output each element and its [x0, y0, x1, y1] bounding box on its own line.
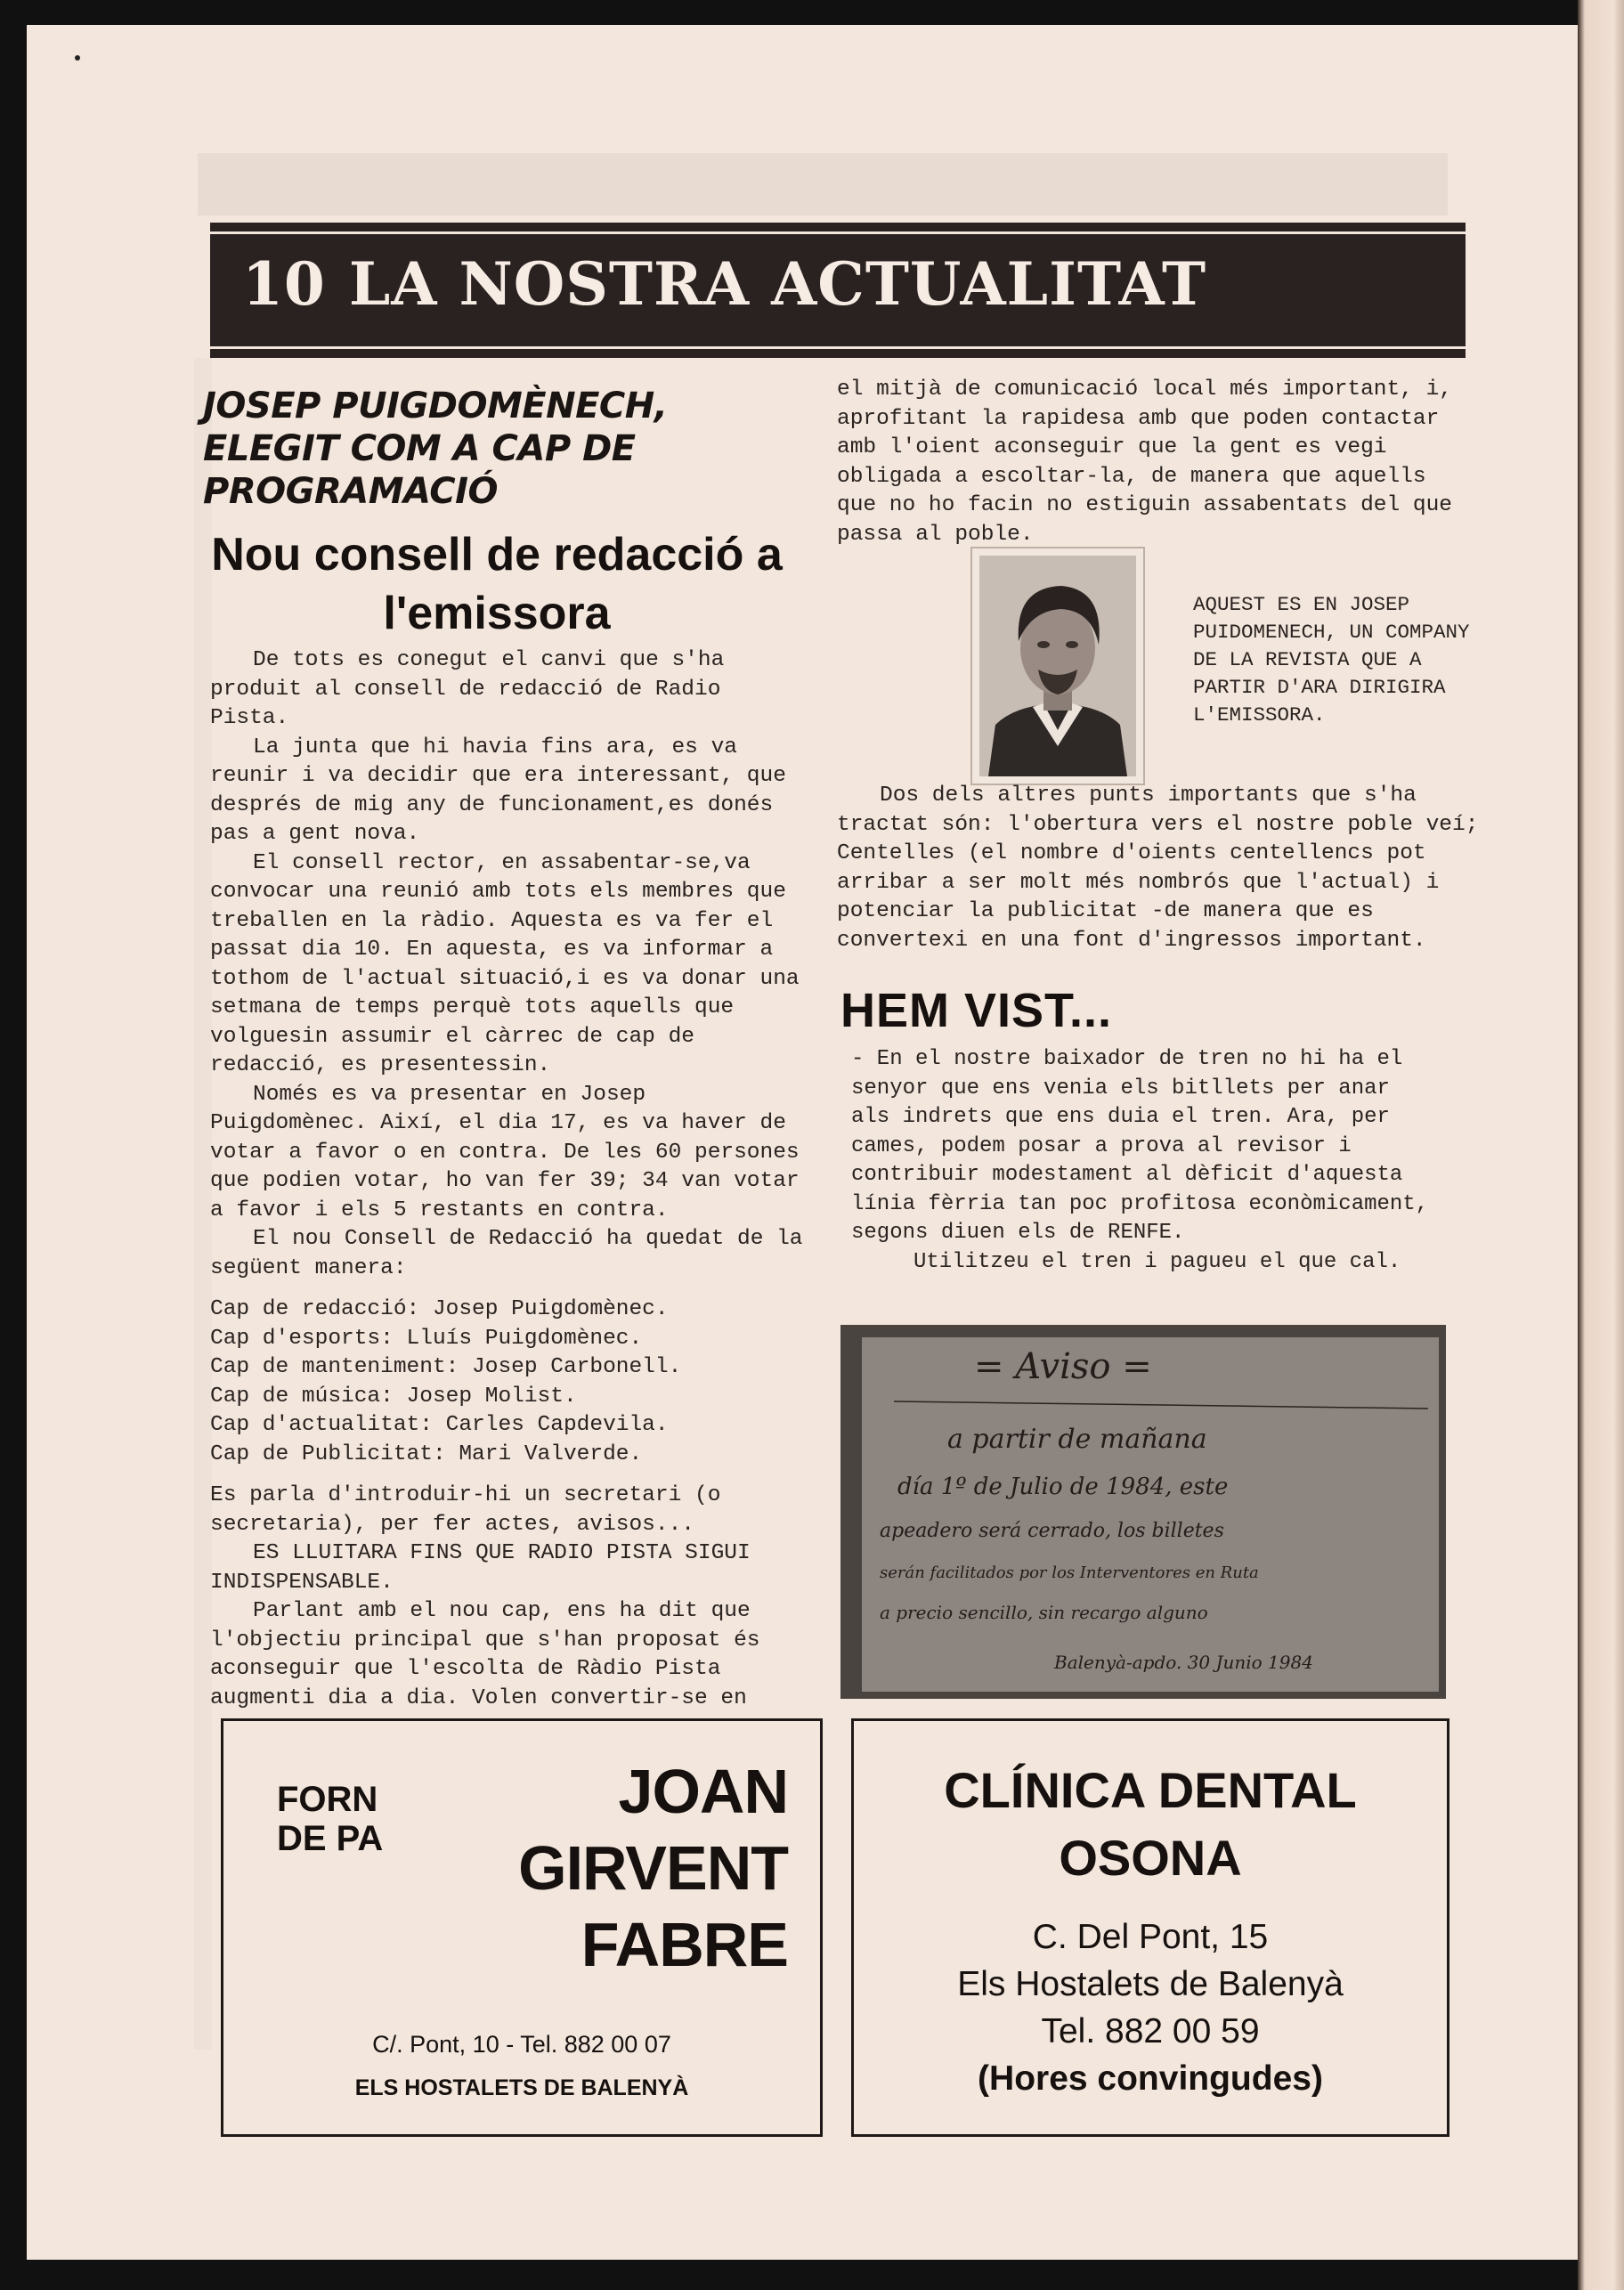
page-edge	[1578, 0, 1624, 2290]
clinic-name-line: CLÍNICA DENTAL	[944, 1762, 1357, 1818]
show-through	[198, 153, 1448, 215]
photo-caption: AQUEST ES EN JOSEP PUIDOMENECH, UN COMPANY DE LA REVISTA QUE A PARTIR D'ARA DIRIGIRA L'EMISSORA.	[1193, 593, 1470, 727]
section-title: LA NOSTRA ACTUALITAT	[348, 249, 1207, 319]
role-line: Cap de Publicitat: Mari Valverde.	[210, 1441, 643, 1466]
bakery-name-line: JOAN	[618, 1757, 788, 1826]
role-line: Cap de manteniment: Josep Carbonell.	[210, 1355, 682, 1379]
role-line: Cap d'esports: Lluís Puigdomènec.	[210, 1326, 643, 1351]
paragraph: Només es va presentar en Josep Puigdomènec. Així, el dia 17, es va haver de votar a favor o en contra. De les 60 persones que podien votar, ho van fer 39; 34 van votar a favor i els 5 restants en contra.	[210, 1082, 800, 1222]
notice-line: día 1º de Julio de 1984, este	[897, 1474, 1229, 1500]
role-line: Cap de música: Josep Molist.	[210, 1384, 577, 1409]
notice-signature: Balenyà-apdo. 30 Junio 1984	[1054, 1652, 1313, 1673]
clinic-ad	[851, 1718, 1449, 2137]
notice-sheet	[840, 1325, 1446, 1699]
page-number: 10	[242, 249, 326, 319]
bakery-town: ELS HOSTALETS DE BALENYÀ	[354, 2075, 689, 2100]
bakery-address: C/. Pont, 10 - Tel. 882 00 07	[372, 2031, 671, 2058]
closing-line: Utilitzeu el tren i pagueu el que cal.	[914, 1249, 1401, 1274]
bakery-type-line: DE PA	[277, 1819, 384, 1858]
paragraph: De tots es conegut el canvi que s'ha produit al consell de redacció de Radio Pista.	[210, 648, 725, 730]
paragraph: ES LLUITARA FINS QUE RADIO PISTA SIGUI INDISPENSABLE.	[210, 1541, 751, 1595]
banner-rule-bottom	[210, 346, 1466, 349]
notice-photo	[840, 1325, 1446, 1699]
paragraph: Dos dels altres punts importants que s'ha tractat són: l'obertura vers el nostre poble veí; Centelles (el nombre d'oients centellencs pot arribar a ser molt més nombrós que l'actual) i potenciar la publicitat -de manera que es convertexi en una font d'ingressos important.	[837, 784, 1479, 953]
hem-vist-heading: HEM VIST...	[840, 984, 1113, 1037]
speck	[75, 55, 80, 61]
right-column-top	[837, 376, 1460, 549]
banner-rule-top	[210, 231, 1466, 234]
bakery-name-line: FABRE	[581, 1910, 788, 1979]
hem-vist-body	[851, 1045, 1439, 1277]
notice-title: = Aviso =	[974, 1346, 1152, 1387]
paragraph: el mitjà de comunicació local més important, i, aprofitant la rapidesa amb que poden contactar amb l'oient aconseguir que la gent es vegi obligada a escoltar-la, de manera que aquells que no ho facin no estiguin assabentats del que passa al poble.	[837, 378, 1453, 547]
paragraph: El consell rector, en assabentar-se,va convocar una reunió amb tots els membres que treballen en la ràdio. Aquesta es va fer el passat dia 10. En aquesta, es va informar a tothom de l'actual situació,i es va donar una setmana de temps perquè tots aquells que volguesin assumir el càrrec de cap de redacció, es presentessin.	[210, 850, 800, 1077]
clinic-address: C. Del Pont, 15	[1032, 1918, 1269, 1956]
bakery-ad	[221, 1718, 823, 2137]
paragraph: El nou Consell de Redacció ha quedat de la següent manera:	[210, 1227, 803, 1280]
portrait-image	[979, 556, 1136, 776]
section-banner	[210, 223, 1466, 358]
notice-line: a precio sencillo, sin recargo alguno	[880, 1602, 1208, 1623]
portrait-photo	[970, 547, 1145, 785]
paragraph: Parlant amb el nou cap, ens ha dit que l'objectiu principal que s'han proposat és aconseguir que l'escolta de Ràdio Pista augmenti dia a dia. Volen convertir-se en	[210, 1599, 760, 1710]
paragraph: Es parla d'introduir-hi un secretari (o secretaria), per fer actes, avisos...	[210, 1483, 721, 1537]
role-line: Cap d'actualitat: Carles Capdevila.	[210, 1413, 669, 1437]
notice-line: apeadero será cerrado, los billetes	[880, 1520, 1224, 1542]
clinic-name-line: OSONA	[1059, 1830, 1242, 1886]
left-column	[210, 646, 807, 1713]
paragraph: - En el nostre baixador de tren no hi ha el senyor que ens venia els bitllets per anar als indrets que ens duia el tren. Ara, per cames, podem posar a prova al revisor i contribuir modestament al dèficit d'aquesta línia fèrria tan poc profitosa econòmicament, segons diuen els de RENFE.	[851, 1047, 1429, 1245]
notice-line: serán facilitados por los Interventores en Ruta	[880, 1563, 1259, 1582]
paragraph: La junta que hi havia fins ara, es va reunir i va decidir que era interessant, que després de mig any de funcionament,es donés pas a gent nova.	[210, 735, 786, 846]
role-line: Cap de redacció: Josep Puigdomènec.	[210, 1297, 669, 1321]
article-headline: Nou consell de redacció a l'emissora	[211, 529, 783, 639]
clinic-phone: Tel. 882 00 59	[1041, 2012, 1260, 2050]
clinic-town: Els Hostalets de Balenyà	[957, 1965, 1344, 2003]
clinic-hours: (Hores convingudes)	[978, 2059, 1323, 2098]
bakery-type-line: FORN	[277, 1780, 378, 1819]
bakery-name-line: GIRVENT	[518, 1833, 788, 1903]
banner-title	[242, 249, 1206, 319]
right-column-bottom	[837, 782, 1492, 955]
article-kicker: JOSEP PUIGDOMÈNECH, ELEGIT COM A CAP DE PROGRAMACIÓ	[203, 386, 668, 512]
notice-line: a partir de mañana	[947, 1424, 1207, 1455]
